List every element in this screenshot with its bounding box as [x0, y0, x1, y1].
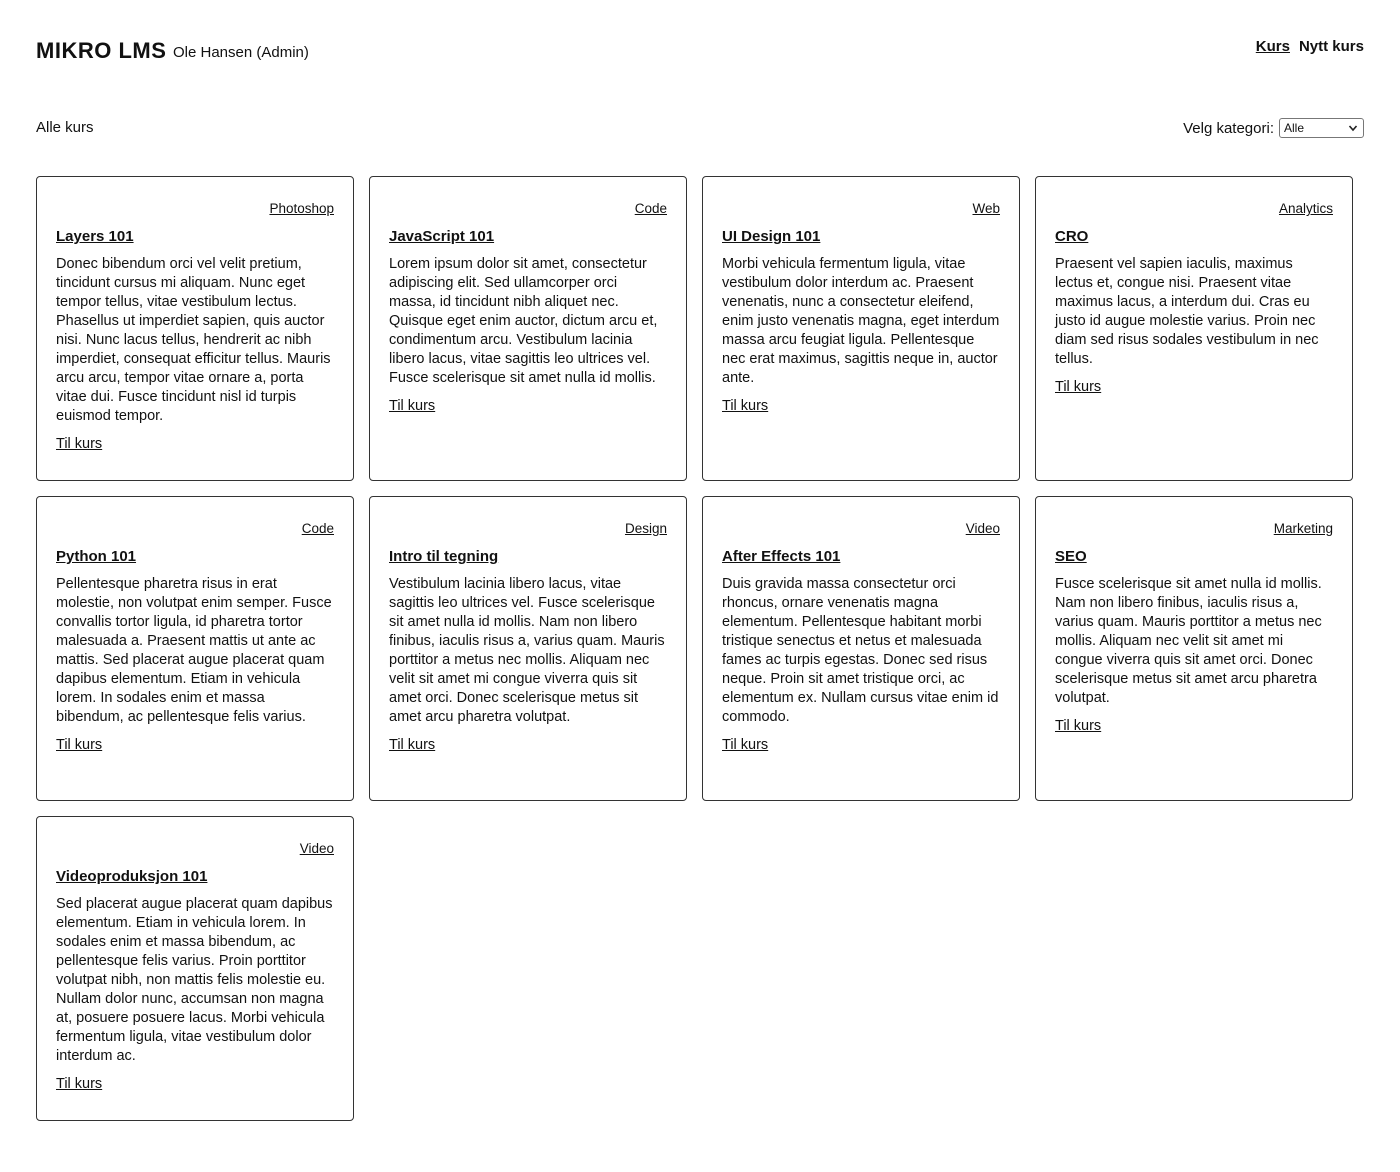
course-card [702, 496, 1020, 801]
course-title-link[interactable]: SEO [1055, 548, 1087, 565]
current-user: Ole Hansen (Admin) [173, 44, 309, 61]
course-title-link[interactable]: CRO [1055, 228, 1089, 245]
course-category-link[interactable]: Code [301, 521, 334, 536]
course-category-link[interactable]: Video [299, 841, 334, 856]
course-card [369, 496, 687, 801]
category-filter-label: Velg kategori: [1183, 119, 1274, 137]
course-category-link[interactable]: Photoshop [269, 201, 334, 216]
course-open-link[interactable]: Til kurs [1055, 379, 1102, 395]
chevron-down-icon [1348, 122, 1358, 134]
course-category-link[interactable]: Marketing [1273, 521, 1333, 536]
header [36, 36, 1364, 66]
course-open-link[interactable]: Til kurs [722, 737, 769, 753]
course-title-link[interactable]: Layers 101 [56, 228, 134, 245]
course-category-link[interactable]: Video [965, 521, 1000, 536]
course-card [36, 496, 354, 801]
course-title-link[interactable]: After Effects 101 [722, 548, 841, 565]
course-description: Sed placerat augue placerat quam dapibus elementum. Etiam in vehicula lorem. In sodales enim et massa bibendum, ac pellentesque felis varius. Proin porttitor volutpat nibh, non mattis felis molestie eu. Nullam dolor nunc, accumsan non magna at, posuere posuere lacus. Morbi vehicula fermentum ligula, vitae vestibulum dolor interdum ac. [56, 896, 333, 1064]
course-description: Morbi vehicula fermentum ligula, vitae vestibulum dolor interdum ac. Praesent venenatis, nunc a consectetur eleifend, enim justo venenatis magna, eget interdum massa arcu feugiat ligula. Pellentesque nec erat maximus, sagittis neque in, auctor ante. [722, 256, 1000, 386]
course-description: Fusce scelerisque sit amet nulla id mollis. Nam non libero finibus, iaculis risus a, varius quam. Mauris porttitor a metus nec mollis. Aliquam nec velit sit amet mi congue viverra quis sit amet orci. Donec scelerisque metus sit amet arcu pharetra volutpat. [1055, 576, 1322, 706]
course-description: Praesent vel sapien iaculis, maximus lectus et, congue nisi. Praesent vitae maximus lacus, a interdum dui. Cras eu justo id augue molestie varius. Proin nec diam sed risus sodales vestibulum in nec tellus. [1055, 256, 1319, 367]
course-card [1035, 496, 1353, 801]
course-open-link[interactable]: Til kurs [56, 737, 103, 753]
course-category-link[interactable]: Code [634, 201, 667, 216]
main-nav [1256, 38, 1364, 55]
nav-link-nytt-kurs[interactable]: Nytt kurs [1298, 38, 1364, 55]
course-title-link[interactable]: Videoproduksjon 101 [56, 868, 208, 885]
category-filter [1183, 118, 1364, 138]
course-title-link[interactable]: JavaScript 101 [389, 228, 495, 245]
category-select[interactable] [1279, 118, 1364, 138]
course-card [1035, 176, 1353, 481]
course-description: Vestibulum lacinia libero lacus, vitae sagittis leo ultrices vel. Fusce scelerisque sit amet nulla id mollis. Nam non libero finibus, iaculis risus a, varius quam. Mauris porttitor a metus nec mollis. Aliquam nec velit sit amet mi congue viverra quis sit amet orci. Donec scelerisque metus sit amet arcu pharetra volutpat. [389, 576, 665, 725]
course-open-link[interactable]: Til kurs [389, 737, 436, 753]
course-title-link[interactable]: Python 101 [56, 548, 137, 565]
course-open-link[interactable]: Til kurs [56, 436, 103, 452]
course-open-link[interactable]: Til kurs [1055, 718, 1102, 734]
course-title-link[interactable]: Intro til tegning [389, 548, 499, 565]
nav-link-kurs[interactable]: Kurs [1255, 38, 1290, 55]
course-category-link[interactable]: Design [624, 521, 667, 536]
course-open-link[interactable]: Til kurs [56, 1076, 103, 1092]
course-category-link[interactable]: Analytics [1278, 201, 1333, 216]
course-title-link[interactable]: UI Design 101 [722, 228, 821, 245]
toolbar [36, 118, 1364, 140]
course-card [369, 176, 687, 481]
course-card [36, 816, 354, 1121]
course-card [36, 176, 354, 481]
course-description: Duis gravida massa consectetur orci rhoncus, ornare venenatis magna elementum. Pellentesque habitant morbi tristique senectus et netus et malesuada fames ac turpis egestas. Donec sed risus neque. Proin sit amet tristique orci, ac elementum ex. Nullam cursus vitae enim id commodo. [722, 576, 999, 725]
course-open-link[interactable]: Til kurs [389, 398, 436, 414]
course-description: Donec bibendum orci vel velit pretium, tincidunt cursus mi aliquam. Nunc eget tempor tellus, vitae vestibulum lectus. Phasellus ut imperdiet sapien, quis auctor nisi. Nunc lacus tellus, hendrerit ac nibh imperdiet, consequat efficitur tellus. Mauris arcu arcu, tempor vitae ornare a, porta vitae dui. Fusce tincidunt nisl id turpis euismod tempor. [56, 256, 331, 424]
course-grid [36, 176, 1353, 1121]
course-description: Lorem ipsum dolor sit amet, consectetur adipiscing elit. Sed ullamcorper orci massa, id tincidunt nibh aliquet nec. Quisque eget enim auctor, dictum arcu et, condimentum arcu. Vestibulum lacinia libero lacus, vitae sagittis leo ultrices vel. Fusce scelerisque sit amet nulla id mollis. [389, 256, 658, 386]
page-heading: Alle kurs [36, 119, 94, 136]
course-card [702, 176, 1020, 481]
category-select-value: Alle [1284, 121, 1305, 135]
course-category-link[interactable]: Web [972, 201, 1000, 216]
brand-logo[interactable]: MIKRO LMS [36, 38, 167, 63]
course-open-link[interactable]: Til kurs [722, 398, 769, 414]
course-description: Pellentesque pharetra risus in erat molestie, non volutpat enim semper. Fusce convallis tortor ligula, id pharetra tortor malesuada a. Praesent mattis ut ante ac mattis. Sed placerat augue placerat quam dapibus elementum. Etiam in vehicula lorem. In sodales enim et massa bibendum, ac pellentesque felis varius. [56, 576, 332, 725]
